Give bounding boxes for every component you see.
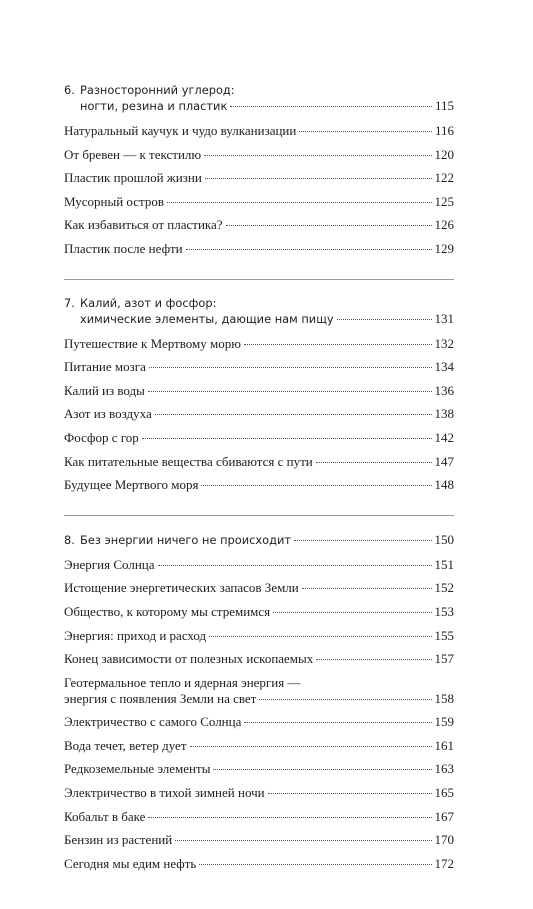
- dot-leader: [209, 636, 431, 637]
- entry-page-number: 126: [434, 217, 454, 233]
- entry-row: [64, 856, 454, 872]
- chapter-title-line: [64, 83, 454, 98]
- dot-leader: [167, 202, 432, 203]
- entry-page-number: 152: [434, 580, 454, 596]
- entry-row: [64, 691, 454, 707]
- entry-title: Энергия Солнца: [64, 556, 155, 572]
- dot-leader: [294, 540, 431, 541]
- entry-row: [64, 454, 454, 470]
- entry-title: Пластик прошлой жизни: [64, 170, 202, 186]
- entry-row: [64, 241, 454, 257]
- entry-page-number: 116: [434, 123, 454, 138]
- dot-leader: [158, 565, 432, 566]
- chapter-section: [64, 83, 454, 280]
- entry-page-number: 148: [434, 477, 454, 493]
- dot-leader: [337, 319, 432, 320]
- toc-entry: [64, 170, 454, 186]
- chapter-page-number: 131: [434, 310, 454, 326]
- dot-leader: [230, 106, 432, 107]
- entry-row: [64, 170, 454, 186]
- entry-page-number: 163: [434, 761, 454, 777]
- toc-entry: [64, 359, 454, 375]
- toc-entry: [64, 454, 454, 470]
- entry-page-number: 129: [434, 240, 454, 256]
- entry-page-number: 142: [434, 429, 454, 445]
- entry-title: энергия с появления Земли на свет: [64, 690, 257, 706]
- entry-row: [64, 761, 454, 777]
- dot-leader: [226, 225, 432, 226]
- entry-page-number: 136: [434, 382, 454, 398]
- toc-entry: [64, 406, 454, 422]
- entry-title: Кобальт в баке: [64, 808, 146, 824]
- toc-entry: [64, 147, 454, 163]
- entry-title: Электричество в тихой зимней ночи: [64, 785, 265, 801]
- toc-entry: [64, 714, 454, 730]
- entry-page-number: 155: [434, 627, 454, 643]
- entry-page-number: 120: [434, 146, 454, 162]
- toc-entry: [64, 430, 454, 446]
- toc-entry: [64, 628, 454, 644]
- entry-page-number: 132: [434, 335, 454, 351]
- table-of-contents: [64, 83, 454, 909]
- dot-leader: [273, 612, 431, 613]
- chapter-subtitle: ногти, резина и пластик: [80, 99, 228, 113]
- dot-leader: [213, 769, 431, 770]
- entry-row: [64, 580, 454, 596]
- entry-row: [64, 217, 454, 233]
- entry-title: Редкоземельные элементы: [64, 761, 211, 777]
- dot-leader: [186, 249, 432, 250]
- chapter-page-number: 150: [434, 531, 454, 547]
- entry-row: [64, 832, 454, 848]
- entry-row: [64, 714, 454, 730]
- entry-title: Бензин из растений: [64, 832, 173, 848]
- entry-title: Сегодня мы едим нефть: [64, 855, 197, 871]
- chapter-number: 7.: [64, 295, 75, 310]
- dot-leader: [190, 746, 432, 747]
- entry-title: Азот из воздуха: [64, 406, 152, 422]
- chapter-section: [64, 296, 454, 516]
- toc-entry: [64, 832, 454, 848]
- entry-page-number: 161: [434, 737, 454, 753]
- entry-title: Будущее Мертвого моря: [64, 477, 199, 493]
- toc-entry: [64, 383, 454, 399]
- entry-row: [64, 336, 454, 352]
- dot-leader: [302, 588, 432, 589]
- entry-row: [64, 785, 454, 801]
- entry-title: Путешествие к Мертвому морю: [64, 335, 241, 351]
- dot-leader: [148, 391, 432, 392]
- toc-entry: [64, 856, 454, 872]
- entry-title: Как питательные вещества сбиваются с пути: [64, 453, 313, 469]
- toc-entry: [64, 580, 454, 596]
- dot-leader: [299, 131, 432, 132]
- entry-page-number: 138: [434, 406, 454, 422]
- dot-leader: [149, 367, 432, 368]
- entry-page-number: 170: [434, 832, 454, 848]
- entry-row: [64, 406, 454, 422]
- entry-row: [64, 477, 454, 493]
- entry-page-number: 147: [434, 453, 454, 469]
- chapter-title: Без энергии ничего не происходит: [80, 532, 292, 547]
- entry-title: Общество, к которому мы стремимся: [64, 603, 271, 619]
- entry-title: Как избавиться от пластика?: [64, 217, 223, 233]
- entry-row: [64, 557, 454, 573]
- chapter-title-label: [64, 533, 291, 548]
- entry-page-number: 165: [434, 785, 454, 801]
- dot-leader: [148, 817, 431, 818]
- chapter-heading: [64, 83, 454, 114]
- entry-title: Питание мозга: [64, 359, 146, 375]
- entry-title: Фосфор с гор: [64, 429, 139, 445]
- toc-entry: [64, 675, 454, 707]
- chapter-number: 8.: [64, 532, 75, 547]
- entry-row: [64, 430, 454, 446]
- dot-leader: [259, 699, 431, 700]
- dot-leader: [316, 659, 431, 660]
- entry-title: Вода течет, ветер дует: [64, 737, 187, 753]
- entry-title: Электричество с самого Солнца: [64, 714, 242, 730]
- toc-entry: [64, 809, 454, 825]
- entry-title: Пластик после нефти: [64, 240, 183, 256]
- toc-entry: [64, 785, 454, 801]
- chapter-heading: [64, 296, 454, 327]
- dot-leader: [142, 438, 432, 439]
- dot-leader: [316, 462, 432, 463]
- dot-leader: [201, 485, 431, 486]
- entry-title: Энергия: приход и расход: [64, 627, 207, 643]
- dot-leader: [244, 344, 432, 345]
- entry-page-number: 151: [434, 556, 454, 572]
- entry-page-number: 125: [434, 193, 454, 209]
- chapter-heading: [64, 532, 454, 548]
- entry-row: [64, 738, 454, 754]
- entry-row: [64, 651, 454, 667]
- entry-title: Калий из воды: [64, 382, 145, 398]
- entry-page-number: 159: [434, 714, 454, 730]
- chapter-subtitle: химические элементы, дающие нам пищу: [80, 311, 334, 326]
- toc-entry: [64, 123, 454, 139]
- entry-page-number: 157: [434, 651, 454, 667]
- chapter-number: 6.: [64, 83, 75, 97]
- entry-row: [64, 194, 454, 210]
- chapter-title-row: [64, 532, 454, 548]
- dot-leader: [199, 864, 431, 865]
- toc-entry: [64, 336, 454, 352]
- entry-page-number: 153: [434, 603, 454, 619]
- chapter-section: [64, 532, 454, 894]
- toc-entry: [64, 738, 454, 754]
- toc-entry: [64, 241, 454, 257]
- chapter-subtitle-row: [64, 311, 454, 327]
- toc-entry: [64, 217, 454, 233]
- entry-page-number: 172: [434, 855, 454, 871]
- dot-leader: [204, 155, 431, 156]
- toc-entry: [64, 194, 454, 210]
- entry-title: Натуральный каучук и чудо вулканизации: [64, 123, 297, 138]
- dot-leader: [155, 414, 432, 415]
- dot-leader: [244, 722, 431, 723]
- entry-row: [64, 604, 454, 620]
- chapter-page-number: 115: [434, 98, 454, 113]
- entry-page-number: 134: [434, 359, 454, 375]
- toc-entry: [64, 477, 454, 493]
- toc-entry: [64, 761, 454, 777]
- entry-title: Мусорный остров: [64, 193, 164, 209]
- entry-row: [64, 359, 454, 375]
- chapter-title-line: [64, 296, 454, 311]
- dot-leader: [205, 178, 432, 179]
- entry-row: [64, 123, 454, 139]
- entry-page-number: 167: [434, 808, 454, 824]
- entry-row: [64, 628, 454, 644]
- entry-row: [64, 383, 454, 399]
- entry-title: От бревен — к текстилю: [64, 146, 202, 162]
- entry-title-line: Геотермальное тепло и ядерная энергия —: [64, 674, 301, 690]
- chapter-title: Разносторонний углерод:: [80, 83, 235, 97]
- entry-page-number: 122: [434, 170, 454, 186]
- chapter-subtitle-row: [64, 98, 454, 114]
- entry-row: [64, 809, 454, 825]
- entry-page-number: 158: [434, 690, 454, 706]
- dot-leader: [175, 840, 431, 841]
- toc-entry: [64, 604, 454, 620]
- toc-entry: [64, 557, 454, 573]
- entry-row: [64, 147, 454, 163]
- dot-leader: [268, 793, 432, 794]
- entry-title: Истощение энергетических запасов Земли: [64, 580, 299, 596]
- chapter-title: Калий, азот и фосфор:: [80, 295, 217, 310]
- toc-entry: [64, 651, 454, 667]
- entry-title: Конец зависимости от полезных ископаемых: [64, 651, 314, 667]
